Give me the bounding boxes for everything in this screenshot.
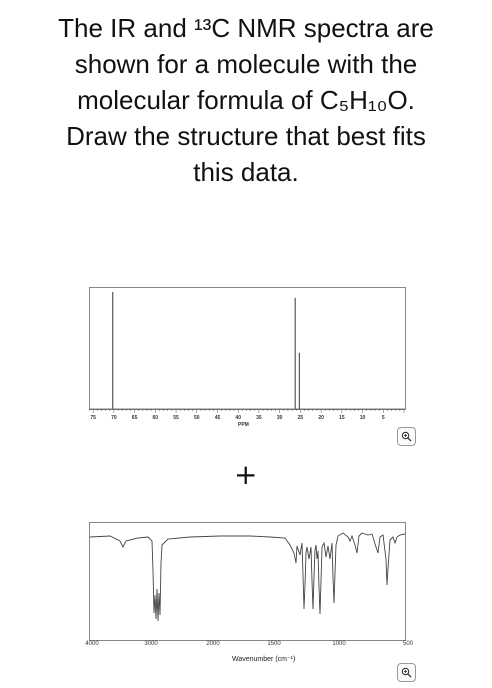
ir-zoom-button[interactable] — [397, 663, 416, 682]
plus-sign: + — [234, 458, 258, 491]
magnifier-plus-icon — [401, 667, 412, 678]
nmr-tick-label: 50 — [193, 415, 200, 421]
question-line: shown for a molecule with the — [74, 49, 418, 79]
ir-tick-label: 500 — [402, 641, 414, 647]
nmr-tick-label: 25 — [297, 415, 304, 421]
ir-tick-label: 4000 — [85, 641, 99, 647]
nmr-tick-label: 35 — [256, 415, 262, 421]
nmr-tick-label: 65 — [131, 415, 138, 421]
ir-trace-svg — [90, 523, 405, 640]
ir-tick-label: 1000 — [332, 641, 346, 647]
nmr-axis-label: PPM — [238, 422, 249, 428]
ir-axis-label: Wavenumber (cm⁻¹) — [232, 656, 296, 663]
nmr-tick-label: 5 — [381, 415, 385, 421]
question-line: Draw the structure that best fits — [66, 121, 426, 151]
question-line: this data. — [193, 157, 299, 187]
question-text — [10, 10, 482, 190]
ir-axis-ticks — [80, 641, 420, 653]
ir-tick-label: 3000 — [144, 641, 158, 647]
ir-tick-label: 1500 — [267, 641, 281, 647]
nmr-tick-label: 20 — [318, 415, 324, 421]
nmr-tick-label: 10 — [359, 415, 366, 421]
nmr-tick-label: 40 — [235, 415, 241, 421]
nmr-zoom-button[interactable] — [397, 427, 416, 446]
nmr-peaks-svg — [90, 288, 405, 409]
nmr-tick-label: 70 — [111, 415, 117, 421]
nmr-tick-label: 55 — [173, 415, 179, 421]
nmr-tick-label: 75 — [90, 415, 96, 421]
nmr-tick-label: 45 — [214, 415, 221, 421]
ir-tick-label: 2000 — [206, 641, 220, 647]
nmr-tick-label: 60 — [152, 415, 159, 421]
nmr-tick-label: 30 — [276, 415, 283, 421]
ir-trace — [90, 533, 405, 621]
question-line: The IR and ¹³C NMR spectra are — [58, 13, 434, 43]
magnifier-plus-icon — [401, 431, 412, 442]
nmr-tick-label: 15 — [339, 415, 345, 421]
question-line: molecular formula of C₅H₁₀O. — [77, 85, 415, 115]
nmr-spectrum-plot — [89, 287, 406, 410]
ir-spectrum-plot — [89, 522, 406, 641]
